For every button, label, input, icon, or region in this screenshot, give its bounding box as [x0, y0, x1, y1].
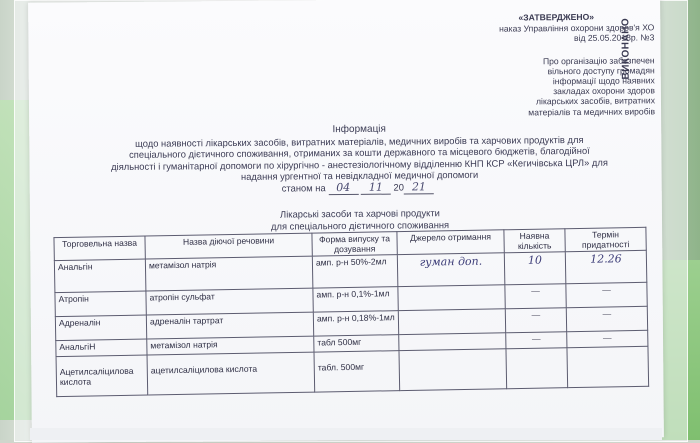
section-line-2: для спеціального дієтичного споживання — [270, 218, 450, 232]
status-date-prefix: станом на — [281, 182, 326, 194]
cell-form: амп. р-н 0,18%-1мл — [313, 311, 398, 336]
cell-substance: ацетилсаліцилова кислота — [147, 352, 315, 395]
approval-text-line: Про організацію забезпечен — [542, 54, 655, 66]
approval-line-2: від 25.05.2018р. №3 — [573, 32, 655, 44]
sleeve-bottom-edge — [30, 428, 662, 440]
cell-substance: атропін сульфат — [146, 288, 313, 315]
approval-title: «ЗАТВЕРДЖЕНО» — [518, 11, 595, 23]
cell-trade: Анальгін — [54, 259, 146, 293]
info-line: надання ургентної та невідкладної медичної допомоги — [240, 168, 479, 182]
cell-expiry — [566, 306, 647, 331]
header-substance: Назва діючої речовини — [145, 233, 312, 259]
header-source: Джерело отримання — [397, 230, 504, 255]
cell-quantity — [505, 284, 566, 309]
cell-substance: метамізол натрія — [147, 336, 314, 355]
approval-text-line: інформації щодо наявних — [552, 75, 655, 87]
cell-source — [399, 333, 506, 351]
dash-mark: — — [602, 284, 611, 295]
dash-mark: — — [531, 309, 541, 320]
info-line: щодо наявності лікарських засобів, витратних матеріалів, медичних виробів та харчових продуктів для — [135, 134, 584, 150]
status-date-day: 04 — [328, 181, 358, 195]
cell-quantity: 10 — [504, 252, 566, 285]
cell-substance: метамізол натрія — [145, 256, 313, 291]
approval-line-1: наказ Управління охорони здоров'я ХО — [499, 22, 655, 34]
header-trade-name: Торговельна назва — [54, 236, 145, 261]
info-line: діяльності і гуманітарної допомоги по хірургічно - анестезіологічному відділенню КНП КСР «Кегичівська ЦРЛ» для — [111, 156, 608, 172]
cell-quantity — [506, 348, 568, 389]
cell-expiry — [567, 330, 648, 347]
cell-quantity — [505, 308, 566, 333]
header-form: Форма випуску та дозування — [312, 232, 397, 256]
cell-substance: адреналін тартрат — [146, 312, 313, 339]
info-line: спеціального дієтичного споживання, отриманих за кошти державного та місцевого бюджетів, благодійної — [129, 145, 590, 161]
cell-trade: Атропін — [55, 291, 146, 317]
medicines-table — [53, 227, 649, 397]
cell-form: амп. р-н 0,1%-1мл — [313, 287, 398, 312]
cell-trade: Ацетилсаліцилова кислота — [56, 355, 148, 397]
header-expiry: Термін придатності — [565, 227, 646, 251]
header-quantity: Наявна кількість — [504, 229, 565, 253]
cell-source — [398, 285, 505, 311]
approval-text-line: закладах охорони здоров — [553, 85, 655, 97]
section-line-1: Лікарські засоби та харчові продукти — [279, 207, 440, 220]
approval-text-line: лікарських засобів, витратних — [535, 95, 656, 107]
cell-expiry — [566, 282, 647, 307]
cell-source: гуман доп. — [397, 253, 505, 287]
status-date-month: 11 — [361, 181, 391, 195]
status-date-year: 21 — [404, 180, 434, 194]
cell-form: табл 500мг — [314, 335, 399, 352]
dash-mark: — — [531, 285, 540, 296]
cell-trade: Адреналін — [55, 315, 146, 341]
document-page — [28, 0, 664, 443]
approval-text-line: матеріалів та медичних виробів — [528, 105, 656, 118]
cell-source — [398, 309, 505, 335]
dash-mark: — — [602, 332, 612, 343]
approval-text-line: вільного доступу громадян — [547, 65, 655, 77]
cell-quantity — [506, 332, 567, 349]
status-date-year-prefix: 20 — [393, 181, 404, 193]
info-heading: Інформація — [332, 123, 386, 136]
section-title — [210, 207, 510, 233]
cell-form: амп. р-н 50%-2мл — [312, 255, 398, 288]
dash-mark: — — [531, 333, 541, 344]
cell-expiry — [567, 346, 649, 387]
cell-form: табл. 500мг — [314, 351, 400, 392]
executed-stamp: ВИКОНАНО — [620, 17, 632, 80]
cell-trade: АнальгіН — [56, 339, 147, 357]
dash-mark: — — [602, 308, 612, 319]
status-date — [282, 180, 434, 195]
cell-source — [399, 349, 507, 391]
cell-expiry: 12.26 — [565, 250, 647, 283]
info-header — [67, 121, 651, 183]
